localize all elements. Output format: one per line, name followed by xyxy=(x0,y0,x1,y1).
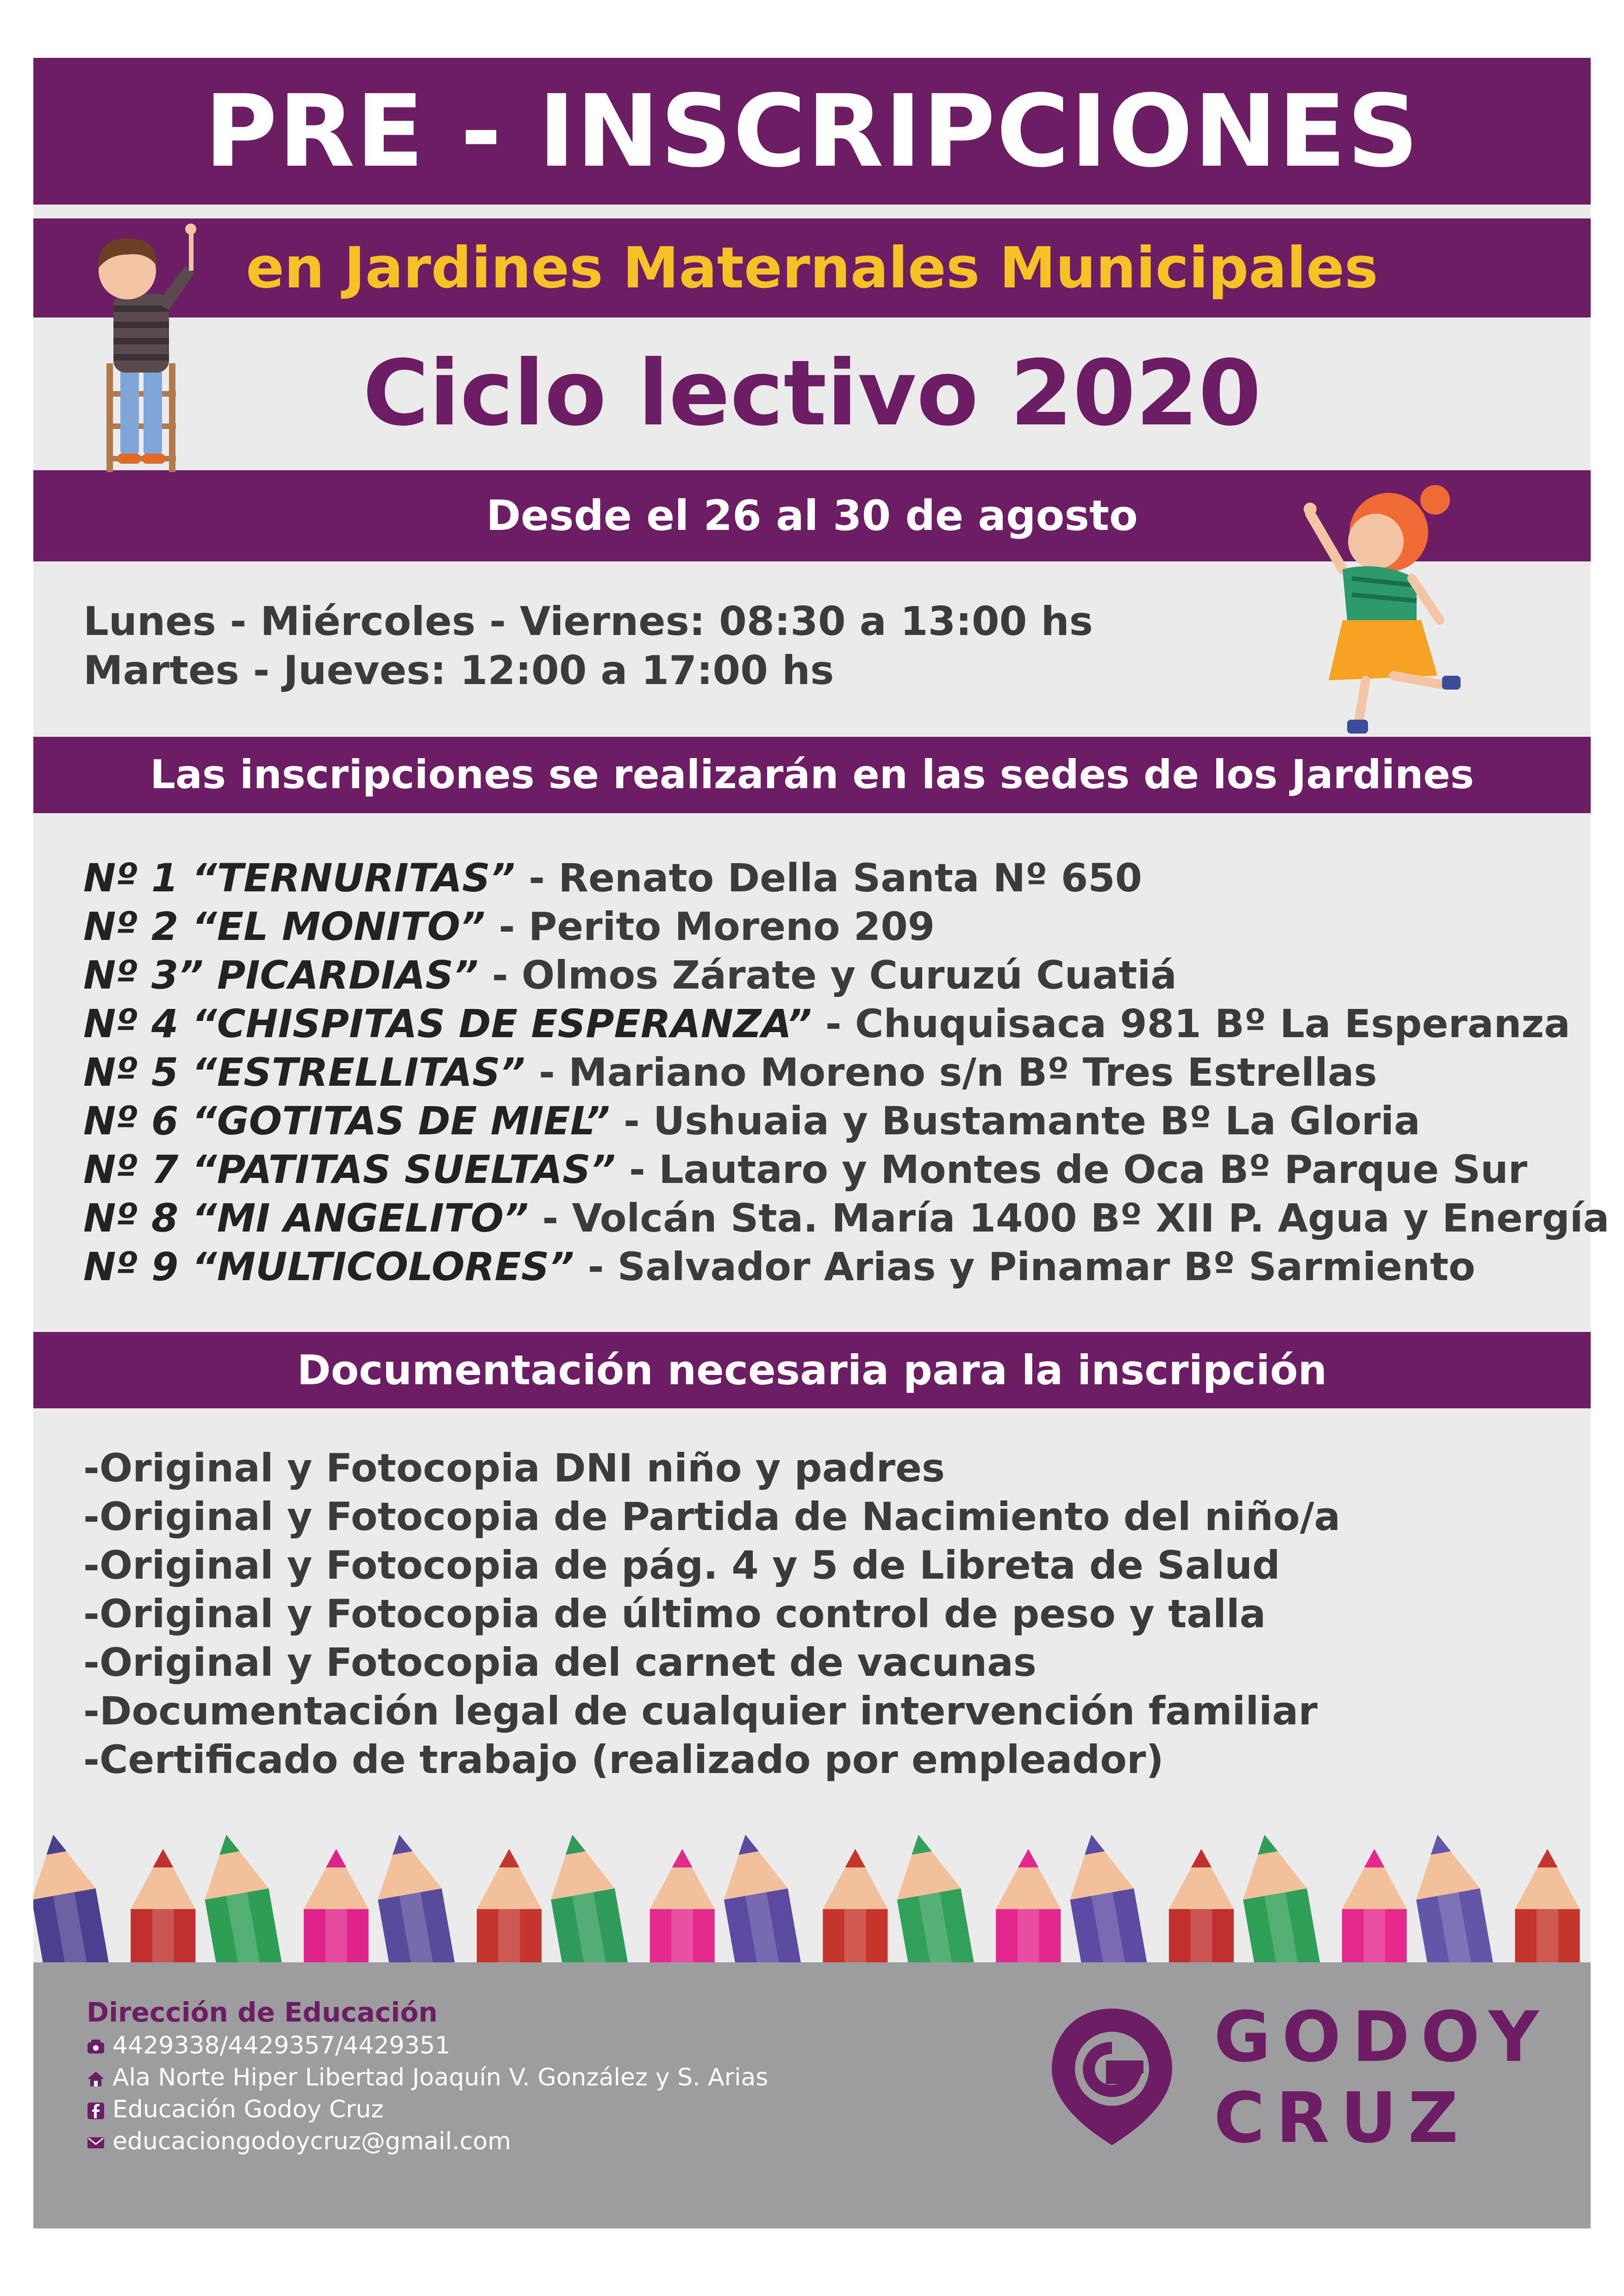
godoy-cruz-logo-text xyxy=(1214,1997,1550,2159)
kindergarten-address: - Ushuaia y Bustamante Bº La Gloria xyxy=(610,1098,1420,1144)
boy-on-ladder-illustration xyxy=(69,211,208,474)
pencil xyxy=(887,1829,975,1967)
kindergarten-name: Nº 6 “GOTITAS DE MIEL” xyxy=(83,1098,610,1144)
kindergarten-name: Nº 4 “CHISPITAS DE ESPERANZA” xyxy=(83,1001,812,1046)
kindergarten-address: - Renato Della Santa Nº 650 xyxy=(515,855,1143,901)
kindergarten-address: - Salvador Arias y Pinamar Bº Sarmiento xyxy=(574,1244,1475,1289)
pencil xyxy=(131,1849,195,1967)
list-item: -Original y Fotocopia de Partida de Nacimiento del niño/a xyxy=(83,1494,1341,1539)
documents-banner: Documentación necesaria para la inscripción xyxy=(33,1332,1591,1408)
pencil xyxy=(540,1829,629,1967)
pencil xyxy=(304,1849,369,1967)
pencil xyxy=(477,1849,542,1967)
pencil xyxy=(1405,1829,1494,1967)
kindergarten-name: Nº 3” PICARDIAS” xyxy=(83,952,479,998)
address-text: Ala Norte Hiper Libertad Joaquín V. González y S. Arias xyxy=(112,2064,768,2091)
girl-illustration xyxy=(1278,481,1477,740)
subtitle-banner: en Jardines Maternales Municipales xyxy=(33,218,1591,317)
list-item: -Documentación legal de cualquier intervención familiar xyxy=(83,1688,1318,1734)
schedule-block xyxy=(83,597,1093,695)
kindergarten-name: Nº 7 “PATITAS SUELTAS” xyxy=(83,1147,616,1192)
contact-facebook xyxy=(87,2094,768,2126)
kindergarten-address: - Chuquisaca 981 Bº La Esperanza xyxy=(812,1001,1570,1046)
email-icon xyxy=(87,2134,105,2151)
list-item xyxy=(83,1194,1609,1243)
pencil xyxy=(1233,1829,1322,1967)
schedule-line: Lunes - Miércoles - Viernes: 08:30 a 13:00 hs xyxy=(83,598,1093,645)
pencil-row-illustration xyxy=(33,1823,1591,1967)
list-item xyxy=(83,951,1609,1000)
kindergarten-name: Nº 5 “ESTRELLITAS” xyxy=(83,1050,525,1095)
pencil xyxy=(1342,1849,1407,1967)
phone-icon xyxy=(87,2039,105,2055)
list-item xyxy=(83,1048,1609,1097)
schedule-line: Martes - Jueves: 12:00 a 17:00 hs xyxy=(83,647,834,694)
godoy-cruz-logo-mark xyxy=(1043,1999,1181,2152)
list-item xyxy=(83,854,1609,902)
pencil xyxy=(1515,1849,1580,1967)
list-item xyxy=(83,1000,1609,1048)
pencil xyxy=(368,1829,456,1967)
pencil xyxy=(33,1829,110,1967)
kindergarten-address: - Mariano Moreno s/n Bº Tres Estrellas xyxy=(525,1050,1377,1095)
kindergarten-name: Nº 1 “TERNURITAS” xyxy=(83,855,515,901)
pencil xyxy=(823,1849,887,1967)
list-item xyxy=(83,1145,1609,1194)
pencil xyxy=(996,1849,1061,1967)
department-name: Dirección de Educación xyxy=(87,1997,438,2028)
dates-banner: Desde el 26 al 30 de agosto xyxy=(33,470,1591,561)
kindergarten-name: Nº 2 “EL MONITO” xyxy=(83,904,486,949)
kindergarten-name: Nº 9 “MULTICOLORES” xyxy=(83,1244,575,1289)
list-item: -Original y Fotocopia del carnet de vacunas xyxy=(83,1640,1037,1685)
kindergarten-address: - Olmos Zárate y Curuzú Cuatiá xyxy=(478,952,1177,998)
list-item: -Certificado de trabajo (realizado por empleador) xyxy=(83,1737,1164,1782)
page-title: PRE - INSCRIPCIONES xyxy=(33,58,1591,205)
pencil xyxy=(194,1829,283,1967)
contact-block xyxy=(87,1995,768,2158)
list-item xyxy=(83,902,1609,951)
list-item xyxy=(83,1243,1609,1291)
facebook-text: Educación Godoy Cruz xyxy=(112,2096,384,2123)
footer xyxy=(33,1962,1591,2228)
kindergarten-list xyxy=(83,854,1609,1291)
kindergarten-address: - Perito Moreno 209 xyxy=(485,904,935,949)
kindergarten-address: - Volcán Sta. María 1400 Bº XII P. Agua y Energía xyxy=(529,1195,1610,1241)
kindergarten-name: Nº 8 “MI ANGELITO” xyxy=(83,1195,529,1241)
contact-phone xyxy=(87,2030,768,2062)
logo-line: CRUZ xyxy=(1214,2078,1470,2159)
contact-email xyxy=(87,2126,768,2158)
locations-banner: Las inscripciones se realizarán en las sedes de los Jardines xyxy=(33,737,1591,813)
documents-list xyxy=(83,1444,1340,1784)
pencil xyxy=(1169,1849,1234,1967)
list-item: -Original y Fotocopia de pág. 4 y 5 de Libreta de Salud xyxy=(83,1543,1280,1588)
phone-number: 4429338/4429357/4429351 xyxy=(112,2032,450,2060)
cycle-heading: Ciclo lectivo 2020 xyxy=(362,341,1262,446)
email-text: educaciongodoycruz@gmail.com xyxy=(112,2128,511,2155)
pencil xyxy=(650,1849,715,1967)
facebook-icon xyxy=(87,2103,105,2119)
list-item: -Original y Fotocopia de último control de peso y talla xyxy=(83,1591,1266,1636)
home-icon xyxy=(87,2071,105,2087)
kindergarten-address: - Lautaro y Montes de Oca Bº Parque Sur xyxy=(615,1147,1528,1192)
logo-line: GODOY xyxy=(1214,1997,1550,2078)
pencil xyxy=(713,1829,802,1967)
list-item xyxy=(83,1097,1609,1145)
contact-address xyxy=(87,2062,768,2094)
pencil xyxy=(1060,1829,1149,1967)
list-item: -Original y Fotocopia DNI niño y padres xyxy=(83,1445,945,1491)
